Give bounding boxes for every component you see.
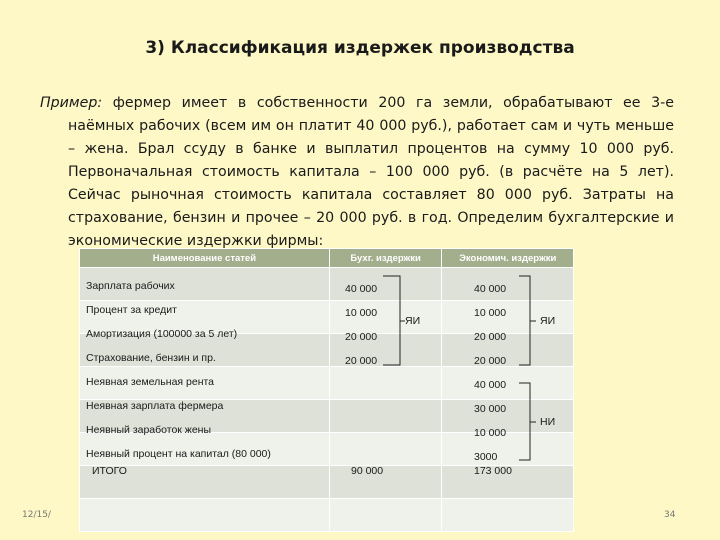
item-name: Неявная земельная рента [86,376,215,388]
bracket-economic-implicit [519,383,536,460]
total-economic: 173 000 [474,465,512,477]
accounting-value: 20 000 [345,355,378,367]
example-text: фермер имеет в собственности 200 га земли, обрабатывают ее 3-е наёмных рабочих (всем им он платит 40 000 руб.), работает сам и чуть меньше – жена. Брал ссуду в банке и выплатил процентов на сумму 10 000 руб. Первоначальная стоимость капитала – 100 000 руб. (в расчёте на 5 лет). Сейчас рыночная стоимость капитала составляет 80 000 руб. Затраты на страхование, бензин и прочее – 20 000 руб. в год. Определим бухгалтерские и экономические издержки фирмы: [68,95,674,249]
page-number: 34 [664,510,676,520]
accounting-value: 10 000 [345,307,378,319]
economic-value: 40 000 [474,283,507,295]
accounting-value: 20 000 [345,331,378,343]
total-label: ИТОГО [92,465,127,477]
accounting-value: 40 000 [345,283,378,295]
slide-title: 3) Классификация издержек производства [145,38,575,58]
item-name: Амортизация (100000 за 5 лет) [86,328,238,340]
economic-value: 30 000 [474,403,507,415]
header-economic: Экономич. издержки [442,249,574,268]
item-name: Процент за кредит [86,304,177,316]
explicit-costs-label: ЯИ [405,315,421,327]
explicit-costs-label: ЯИ [540,315,556,327]
economic-value: 10 000 [474,427,507,439]
item-name: Страхование, бензин и пр. [86,352,216,364]
total-accounting: 90 000 [351,465,384,477]
economic-value: 20 000 [474,355,507,367]
economic-value: 10 000 [474,307,507,319]
economic-value: 3000 [474,451,498,463]
example-lead: Пример: [40,95,103,111]
header-name: Наименование статей [80,249,330,268]
economic-value: 40 000 [474,379,507,391]
bracket-economic-explicit [519,276,536,365]
bracket-accounting-explicit [383,276,405,365]
economic-value: 20 000 [474,331,507,343]
item-name: Зарплата рабочих [86,280,175,292]
item-name: Неявная зарплата фермера [86,400,224,412]
footer-date: 12/15/ [22,510,51,520]
item-name: Неявный заработок жены [86,424,212,436]
implicit-costs-label: НИ [540,416,556,428]
item-name: Неявный процент на капитал (80 000) [86,448,271,460]
header-accounting: Бухг. издержки [329,249,442,268]
